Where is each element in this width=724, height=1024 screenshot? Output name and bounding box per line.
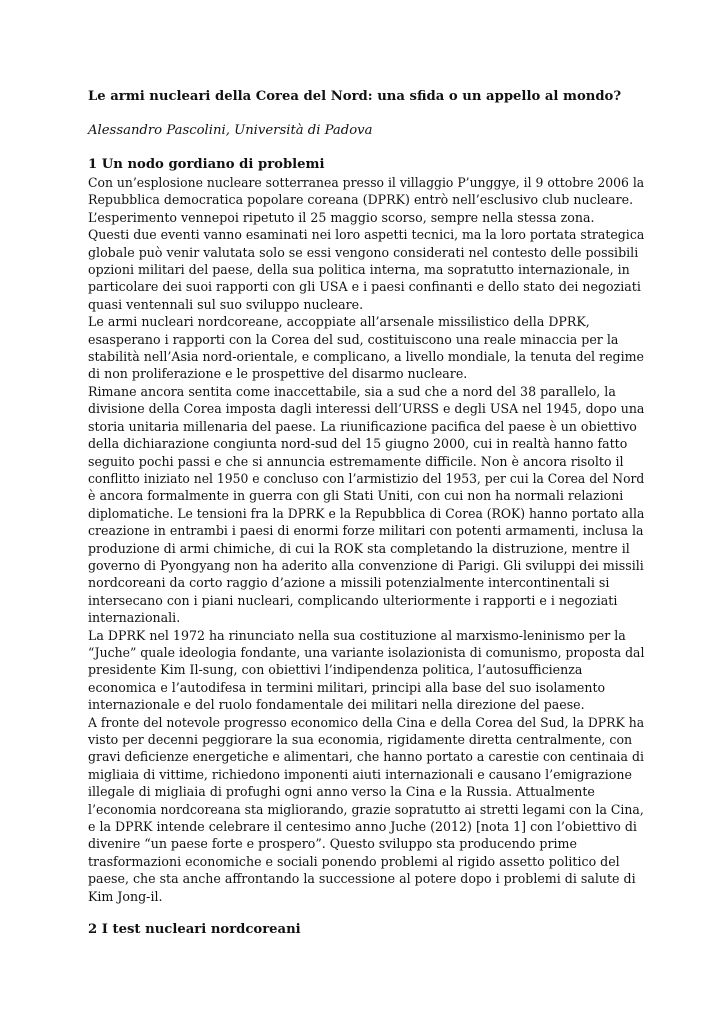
body-text-line: seguito pochi passi e che si annuncia estremamente difficile. Non è ancora risolto il [88,453,624,469]
body-text-line: creazione in entrambi i paesi di enormi forze militari con potenti armamenti, inclusa la [88,523,644,539]
body-text-line: particolare dei suoi rapporti con gli USA e i paesi confinanti e dello stato dei negoziati [88,279,641,295]
section-1-body [88,174,644,905]
body-text-line: visto per decenni peggiorare la sua economia, rigidamente diretta centralmente, con [88,732,633,747]
body-text-line: Kim Jong-il. [88,888,163,904]
body-text-line: opzioni militari del paese, della sua politica interna, ma sopratutto internazionale, in [88,262,630,278]
body-text-line: Con un’esplosione nucleare sotterranea presso il villaggio P’unggye, il 9 ottobre 2006 la [88,175,645,190]
body-text-line: quasi ventennali sul suo sviluppo nucleare. [88,296,364,312]
body-text-line: è ancora formalmente in guerra con gli Stati Uniti, con cui non ha normali relazioni [88,488,624,504]
body-text-line: gravi deficienze energetiche e alimentari, che hanno portato a carestie con centinaia di [88,749,644,765]
body-text-line: La DPRK nel 1972 ha rinunciato nella sua costituzione al marxismo-leninismo per la [88,627,626,643]
document-author: Alessandro Pascolini, Università di Padova [88,123,373,138]
body-text-line: della dichiarazione congiunta nord-sud del 15 giugno 2000, cui in realtà hanno fatto [88,436,628,452]
body-text-line: Questi due eventi vanno esaminati nei loro aspetti tecnici, ma la loro portata strategica [88,227,645,243]
section-2-heading: 2 I test nucleari nordcoreani [88,922,301,938]
body-text-line: intersecano con i piani nucleari, complicando ulteriormente i rapporti e i negoziati [88,592,618,608]
body-text-line: diplomatiche. Le tensioni fra la DPRK e la Repubblica di Corea (ROK) hanno portato alla [88,505,645,521]
body-text-line: internazionale e del ruolo fondamentale dei militari nella direzione del paese. [88,697,585,713]
body-text-line: governo di Pyongyang non ha aderito alla convenzione di Parigi. Gli sviluppi dei missili [88,557,644,573]
body-text-line: Rimane ancora sentita come inaccettabile, sia a sud che a nord del 38 parallelo, la [88,383,616,399]
body-text-line: illegale di migliaia di profughi ogni anno verso la Cina e la Russia. Attualmente [88,784,595,800]
body-text-line: divisione della Corea imposta dagli interessi dell’URSS e degli USA nel 1945, dopo una [88,401,645,417]
body-text-line: migliaia di vittime, richiedono imponenti aiuti internazionali e causano l’emigrazione [88,766,632,782]
body-text-line: A fronte del notevole progresso economico della Cina e della Corea del Sud, la DPRK ha [88,714,645,730]
body-text-line: conflitto iniziato nel 1950 e concluso con l’armistizio del 1953, per cui la Corea del Nord [88,470,645,486]
document-title: Le armi nucleari della Corea del Nord: una sfida o un appello al mondo? [88,89,622,104]
body-text-line: di non proliferazione e le prospettive del disarmo nucleare. [88,366,468,382]
body-text-line: esasperano i rapporti con la Corea del sud, costituiscono una reale minaccia per la [88,331,619,347]
body-text-line: e la DPRK intende celebrare il centesimo anno Juche (2012) [nota 1] con l’obiettivo di [88,819,637,835]
body-text-line: economica e l’autodifesa in termini militari, principi alla base del suo isolamento [88,679,606,695]
body-text-line: L’esperimento vennepoi ripetuto il 25 maggio scorso, sempre nella stessa zona. [88,209,595,225]
body-text-line: storia unitaria millenaria del paese. La riunificazione pacifica del paese è un obiettivo [88,418,637,434]
body-text-line: internazionali. [88,610,181,626]
section-1-heading: 1 Un nodo gordiano di problemi [88,157,325,172]
body-text-line: “Juche” quale ideologia fondante, una variante isolazionista di comunismo, proposta dal [88,644,645,660]
body-text-line: divenire “un paese forte e prospero”. Questo sviluppo sta producendo prime [88,836,577,852]
body-text-line: nordcoreani da corto raggio d’azione a missili potenzialmente intercontinentali si [88,575,610,591]
body-text-line: globale può venir valutata solo se essi vengono considerati nel contesto delle possibili [88,244,639,260]
body-text-line: stabilità nell’Asia nord-orientale, e complicano, a livello mondiale, la tenuta del regime [88,349,645,365]
body-text-line: trasformazioni economiche e sociali ponendo problemi al rigido assetto politico del [88,853,620,869]
body-text-line: produzione di armi chimiche, di cui la ROK sta completando la distruzione, mentre il [88,540,630,556]
body-text-line: paese, che sta anche affrontando la successione al potere dopo i problemi di salute di [88,871,636,887]
body-text-line: Le armi nucleari nordcoreane, accoppiate all’arsenale missilistico della DPRK, [88,314,590,330]
body-text-line: Repubblica democratica popolare coreana (DPRK) entrò nell’esclusivo club nucleare. [88,192,634,208]
body-text-line: presidente Kim Il-sung, con obiettivi l’indipendenza politica, l’autosufficienza [88,662,583,678]
document-page [88,88,644,939]
body-text-line: l’economia nordcoreana sta migliorando, grazie sopratutto ai stretti legami con la Cina, [88,801,644,817]
